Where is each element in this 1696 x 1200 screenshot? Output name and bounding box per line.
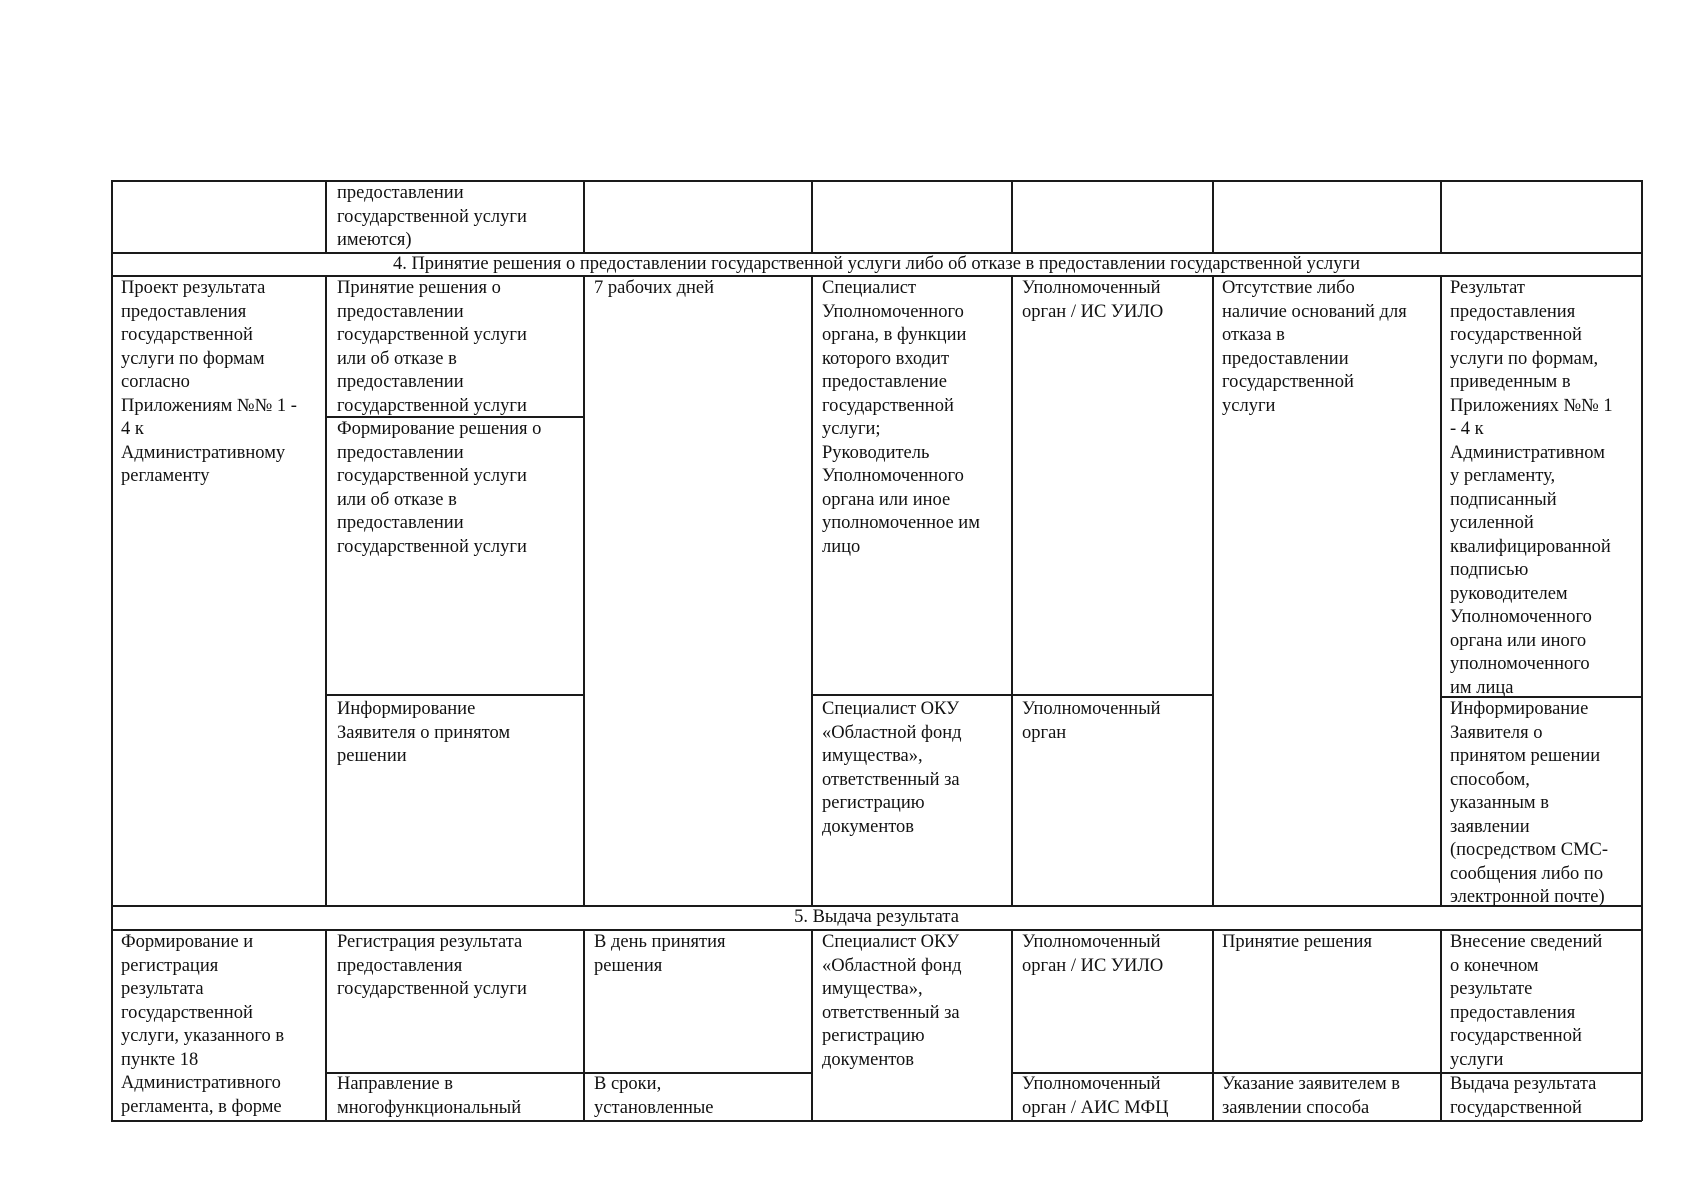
table-column-rule <box>1440 929 1442 1120</box>
table-cell: Внесение сведений о конечном результате предоставления государственной услуги <box>1450 932 1603 1070</box>
table-cell: Формирование и регистрация результата государственной услуги, указанного в пункте 18 Административного регламента, в форме <box>121 932 285 1117</box>
table-rule <box>325 694 584 696</box>
table-cell: В сроки, установленные <box>594 1074 714 1118</box>
table-cell: Уполномоченный орган / ИС УИЛО <box>1022 278 1164 322</box>
table-cell: Уполномоченный орган / ИС УИЛО <box>1022 932 1164 976</box>
table-column-rule <box>325 929 327 1120</box>
section-heading: 4. Принятие решения о предоставлении государственной услуги либо об отказе в предоставлении государственной услуги <box>392 254 1361 274</box>
table-cell: Уполномоченный орган / АИС МФЦ <box>1022 1074 1169 1118</box>
table-column-rule <box>1212 180 1214 252</box>
table-cell: Проект результата предоставления государственной услуги по формам согласно Приложениям №№ 1 - 4 к Административному регламенту <box>121 278 297 486</box>
section-heading: 5. Выдача результата <box>794 907 959 927</box>
table-column-rule <box>583 180 585 252</box>
table-column-rule <box>325 275 327 905</box>
table-cell: Уполномоченный орган <box>1022 699 1161 743</box>
table-cell: Регистрация результата предоставления государственной услуги <box>337 932 527 999</box>
table-column-rule <box>1011 929 1013 1120</box>
table-rule <box>1013 694 1214 696</box>
table-cell: Направление в многофункциональный <box>337 1074 522 1118</box>
table-cell: Принятие решения <box>1222 932 1372 952</box>
table-column-rule <box>1440 180 1442 252</box>
table-column-rule <box>1212 275 1214 905</box>
table-cell: предоставлении государственной услуги имеются) <box>337 183 527 250</box>
table-border-left <box>111 180 113 1121</box>
table-column-rule <box>1440 275 1442 905</box>
table-cell: Указание заявителем в заявлении способа <box>1222 1074 1401 1118</box>
table-column-rule <box>811 180 813 252</box>
table-cell: Информирование Заявителя о принятом решении <box>337 699 511 766</box>
table-column-rule <box>1212 929 1214 1120</box>
table-border-bottom <box>111 1120 1642 1122</box>
table-cell: 7 рабочих дней <box>594 278 715 298</box>
table-column-rule <box>583 929 585 1120</box>
table-column-rule <box>1011 275 1013 905</box>
table-cell: Результат предоставления государственной услуги по формам, приведенным в Приложениях №№ 1 - 4 к Административном у регламенту, подписанный усиленной квалифицированной подписью руководителем Уполномоченного органа или иного уполномоченного им лица <box>1450 278 1613 698</box>
table-cell: Формирование решения о предоставлении государственной услуги или об отказе в предоставлении государственной услуги <box>337 419 542 557</box>
table-cell: Информирование Заявителя о принятом решении способом, указанным в заявлении (посредством СМС- сообщения либо по электронной почте) <box>1450 699 1609 907</box>
table-column-rule <box>811 929 813 1120</box>
table-column-rule <box>325 180 327 252</box>
table-column-rule <box>583 275 585 905</box>
table-cell: Специалист ОКУ «Областной фонд имущества», ответственный за регистрацию документов <box>822 932 962 1070</box>
table-cell: В день принятия решения <box>594 932 726 976</box>
table-rule <box>812 694 1013 696</box>
table-cell: Принятие решения о предоставлении государственной услуги или об отказе в предоставлении государственной услуги <box>337 278 527 416</box>
table-column-rule <box>811 275 813 905</box>
table-cell: Отсутствие либо наличие оснований для отказа в предоставлении государственной услуги <box>1222 278 1407 416</box>
table-cell: Специалист Уполномоченного органа, в функции которого входит предоставление государственной услуги; Руководитель Уполномоченного органа или иное уполномоченное им лицо <box>822 278 980 557</box>
table-column-rule <box>1011 180 1013 252</box>
table-cell: Выдача результата государственной <box>1450 1074 1597 1118</box>
table-border-right <box>1641 180 1643 1121</box>
table-cell: Специалист ОКУ «Областной фонд имущества», ответственный за регистрацию документов <box>822 699 962 837</box>
